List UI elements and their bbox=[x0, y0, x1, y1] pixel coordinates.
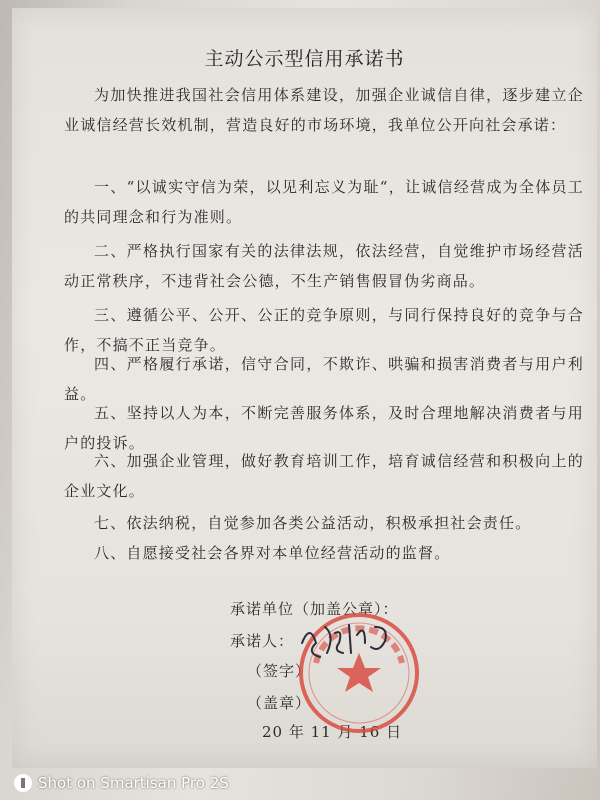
item-5: 五、坚持以人为本，不断完善服务体系，及时合理地解决消费者与用户的投诉。 bbox=[64, 404, 584, 452]
item-1: 一、“以诚实守信为荣，以见利忘义为耻“，让诚信经营成为全体员工的共同理念和行为准则。 bbox=[64, 178, 584, 226]
camera-watermark bbox=[0, 766, 600, 800]
document-title: 主动公示型信用承诺书 bbox=[204, 48, 405, 70]
camera-watermark-text: Shot on Smartisan Pro 2S bbox=[38, 774, 229, 792]
item-2: 二、严格执行国家有关的法律法规，依法经营，自觉维护市场经营活动正常秩序，不违背社会公德，不生产销售假冒伪劣商品。 bbox=[64, 242, 584, 290]
sign-date: 20 年 11 月 16 日 bbox=[262, 723, 403, 741]
item-7: 七、依法纳税，自觉参加各类公益活动，积极承担社会责任。 bbox=[94, 514, 532, 532]
seal-note: （盖章） bbox=[247, 694, 312, 712]
handwritten-signature bbox=[297, 613, 427, 663]
paper-sheet bbox=[12, 8, 597, 768]
signature-note: （签字） bbox=[247, 662, 312, 680]
sign-person-label: 承诺人： bbox=[230, 632, 295, 650]
intro-paragraph: 为加快推进我国社会信用体系建设，加强企业诚信自律，逐步建立企业诚信经营长效机制，营造良好的市场环境，我单位公开向社会承诺： bbox=[64, 86, 584, 134]
item-3: 三、遵循公平、公开、公正的竞争原则，与同行保持良好的竞争与合作，不搞不正当竞争。 bbox=[64, 306, 584, 354]
camera-brand-icon bbox=[14, 774, 32, 792]
item-6: 六、加强企业管理，做好教育培训工作，培育诚信经营和积极向上的企业文化。 bbox=[64, 452, 584, 500]
item-8: 八、自愿接受社会各界对本单位经营活动的监督。 bbox=[94, 544, 451, 562]
sign-unit-label: 承诺单位（加盖公章）： bbox=[230, 600, 399, 618]
item-4: 四、严格履行承诺，信守合同，不欺诈、哄骗和损害消费者与用户利益。 bbox=[64, 355, 584, 403]
